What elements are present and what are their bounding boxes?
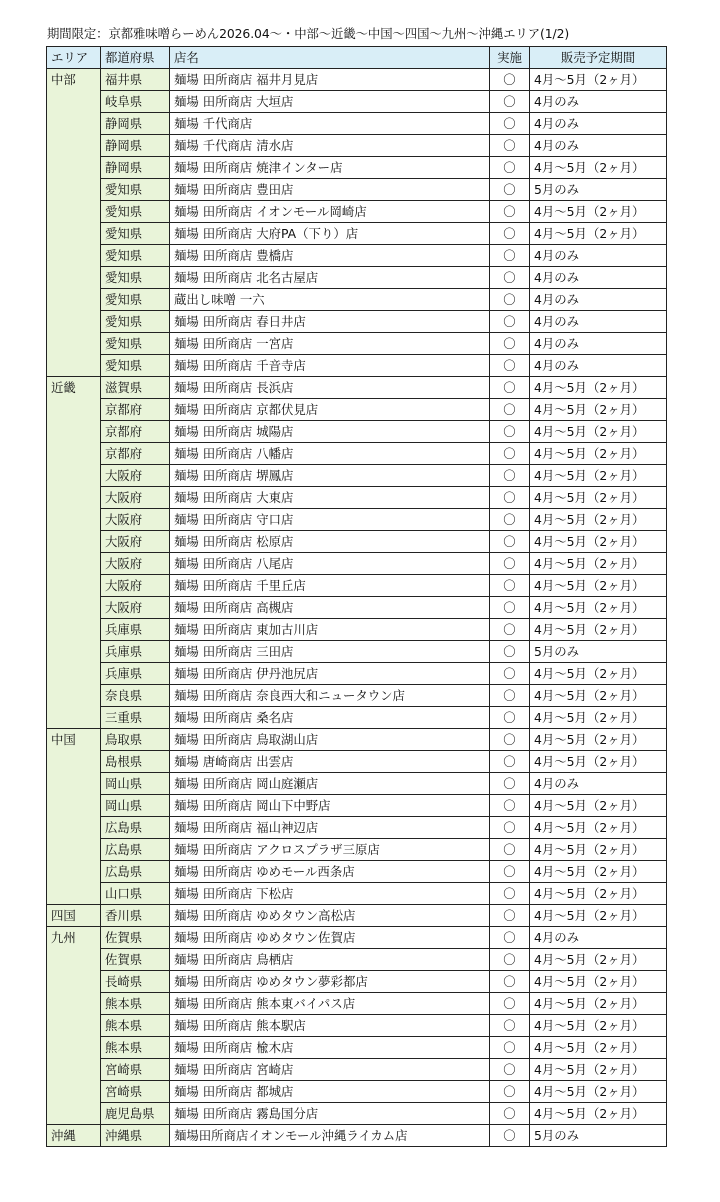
table-row (47, 619, 667, 641)
table-row (47, 1125, 667, 1147)
sales-period-cell: 4月のみ (530, 289, 667, 311)
prefecture-cell: 奈良県 (101, 685, 170, 707)
table-row (47, 1103, 667, 1125)
table-row (47, 355, 667, 377)
implemented-mark-cell: 〇 (490, 443, 530, 465)
store-name-cell: 麺場 田所商店 堺鳳店 (170, 465, 490, 487)
table-row (47, 421, 667, 443)
store-name-cell: 麺場 田所商店 豊橋店 (170, 245, 490, 267)
implemented-mark-cell: 〇 (490, 839, 530, 861)
store-name-cell: 麺場 田所商店 ゆめモール西条店 (170, 861, 490, 883)
implemented-mark-cell: 〇 (490, 1015, 530, 1037)
sales-period-cell: 4月〜5月（2ヶ月） (530, 817, 667, 839)
prefecture-cell: 滋賀県 (101, 377, 170, 399)
implemented-mark-cell: 〇 (490, 1125, 530, 1147)
sales-period-cell: 4月〜5月（2ヶ月） (530, 729, 667, 751)
prefecture-cell: 熊本県 (101, 993, 170, 1015)
implemented-mark-cell: 〇 (490, 311, 530, 333)
store-name-cell: 麺場 田所商店 宮崎店 (170, 1059, 490, 1081)
prefecture-cell: 静岡県 (101, 135, 170, 157)
table-row (47, 509, 667, 531)
sales-period-cell: 4月〜5月（2ヶ月） (530, 949, 667, 971)
sales-period-cell: 4月〜5月（2ヶ月） (530, 399, 667, 421)
store-name-cell: 麺場 田所商店 春日井店 (170, 311, 490, 333)
implemented-mark-cell: 〇 (490, 245, 530, 267)
table-row (47, 773, 667, 795)
implemented-mark-cell: 〇 (490, 971, 530, 993)
prefecture-cell: 愛知県 (101, 245, 170, 267)
table-row (47, 553, 667, 575)
prefecture-cell: 岐阜県 (101, 91, 170, 113)
sales-period-cell: 4月〜5月（2ヶ月） (530, 795, 667, 817)
sales-period-cell: 4月〜5月（2ヶ月） (530, 839, 667, 861)
prefecture-cell: 佐賀県 (101, 949, 170, 971)
table-row (47, 663, 667, 685)
table-row (47, 685, 667, 707)
sales-period-cell: 4月〜5月（2ヶ月） (530, 553, 667, 575)
table-row (47, 311, 667, 333)
sales-period-cell: 4月〜5月（2ヶ月） (530, 69, 667, 91)
store-name-cell: 麺場 田所商店 ゆめタウン夢彩都店 (170, 971, 490, 993)
prefecture-cell: 愛知県 (101, 333, 170, 355)
area-cell: 九州 (47, 927, 101, 1125)
prefecture-cell: 大阪府 (101, 597, 170, 619)
area-cell: 四国 (47, 905, 101, 927)
store-name-cell: 麺場 田所商店 鳥栖店 (170, 949, 490, 971)
store-name-cell: 麺場 田所商店 松原店 (170, 531, 490, 553)
sales-period-cell: 4月〜5月（2ヶ月） (530, 1037, 667, 1059)
table-row (47, 971, 667, 993)
sales-period-cell: 4月〜5月（2ヶ月） (530, 509, 667, 531)
prefecture-cell: 愛知県 (101, 267, 170, 289)
store-name-cell: 麺場 田所商店 大東店 (170, 487, 490, 509)
implemented-mark-cell: 〇 (490, 993, 530, 1015)
sales-period-cell: 5月のみ (530, 179, 667, 201)
implemented-mark-cell: 〇 (490, 773, 530, 795)
prefecture-cell: 岡山県 (101, 773, 170, 795)
header-period: 販売予定期間 (530, 47, 667, 69)
prefecture-cell: 兵庫県 (101, 663, 170, 685)
store-name-cell: 蔵出し味噌 一六 (170, 289, 490, 311)
sales-period-cell: 4月〜5月（2ヶ月） (530, 531, 667, 553)
table-row (47, 575, 667, 597)
store-name-cell: 麺場 田所商店 千音寺店 (170, 355, 490, 377)
table-row (47, 465, 667, 487)
sales-period-cell: 4月のみ (530, 245, 667, 267)
store-name-cell: 麺場 田所商店 東加古川店 (170, 619, 490, 641)
table-row (47, 113, 667, 135)
implemented-mark-cell: 〇 (490, 113, 530, 135)
sales-period-cell: 4月のみ (530, 135, 667, 157)
implemented-mark-cell: 〇 (490, 861, 530, 883)
sales-period-cell: 4月〜5月（2ヶ月） (530, 663, 667, 685)
sales-period-cell: 4月〜5月（2ヶ月） (530, 1015, 667, 1037)
table-row (47, 795, 667, 817)
implemented-mark-cell: 〇 (490, 685, 530, 707)
store-name-cell: 麺場 田所商店 霧島国分店 (170, 1103, 490, 1125)
sales-period-cell: 4月〜5月（2ヶ月） (530, 883, 667, 905)
table-row (47, 91, 667, 113)
implemented-mark-cell: 〇 (490, 707, 530, 729)
implemented-mark-cell: 〇 (490, 1103, 530, 1125)
sales-period-cell: 4月のみ (530, 773, 667, 795)
sales-period-cell: 4月〜5月（2ヶ月） (530, 443, 667, 465)
prefecture-cell: 山口県 (101, 883, 170, 905)
store-name-cell: 麺場 田所商店 福井月見店 (170, 69, 490, 91)
sales-period-cell: 4月〜5月（2ヶ月） (530, 861, 667, 883)
prefecture-cell: 大阪府 (101, 531, 170, 553)
header-store: 店名 (170, 47, 490, 69)
table-row (47, 993, 667, 1015)
prefecture-cell: 愛知県 (101, 179, 170, 201)
implemented-mark-cell: 〇 (490, 509, 530, 531)
implemented-mark-cell: 〇 (490, 421, 530, 443)
area-cell: 近畿 (47, 377, 101, 729)
sales-period-cell: 5月のみ (530, 1125, 667, 1147)
sales-period-cell: 4月〜5月（2ヶ月） (530, 465, 667, 487)
prefecture-cell: 大阪府 (101, 553, 170, 575)
store-name-cell: 麺場 田所商店 焼津インター店 (170, 157, 490, 179)
store-name-cell: 麺場 田所商店 豊田店 (170, 179, 490, 201)
sales-period-cell: 4月〜5月（2ヶ月） (530, 597, 667, 619)
implemented-mark-cell: 〇 (490, 553, 530, 575)
prefecture-cell: 宮崎県 (101, 1081, 170, 1103)
table-row (47, 641, 667, 663)
sales-period-cell: 4月〜5月（2ヶ月） (530, 487, 667, 509)
table-row (47, 333, 667, 355)
header-area: エリア (47, 47, 101, 69)
table-row (47, 927, 667, 949)
table-row (47, 289, 667, 311)
prefecture-cell: 熊本県 (101, 1037, 170, 1059)
table-row (47, 861, 667, 883)
implemented-mark-cell: 〇 (490, 729, 530, 751)
table-row (47, 1081, 667, 1103)
sales-period-cell: 4月〜5月（2ヶ月） (530, 751, 667, 773)
store-name-cell: 麺場 田所商店 アクロスプラザ三原店 (170, 839, 490, 861)
store-name-cell: 麺場 田所商店 奈良西大和ニュータウン店 (170, 685, 490, 707)
prefecture-cell: 京都府 (101, 421, 170, 443)
prefecture-cell: 愛知県 (101, 223, 170, 245)
store-name-cell: 麺場 田所商店 楡木店 (170, 1037, 490, 1059)
table-row (47, 751, 667, 773)
sales-period-cell: 4月のみ (530, 267, 667, 289)
implemented-mark-cell: 〇 (490, 267, 530, 289)
sales-period-cell: 4月のみ (530, 91, 667, 113)
prefecture-cell: 兵庫県 (101, 641, 170, 663)
store-name-cell: 麺場 田所商店 高槻店 (170, 597, 490, 619)
sales-period-cell: 4月のみ (530, 113, 667, 135)
prefecture-cell: 広島県 (101, 839, 170, 861)
store-name-cell: 麺場 田所商店 守口店 (170, 509, 490, 531)
table-row (47, 443, 667, 465)
table-row (47, 377, 667, 399)
implemented-mark-cell: 〇 (490, 465, 530, 487)
prefecture-cell: 静岡県 (101, 157, 170, 179)
header-implemented: 実施 (490, 47, 530, 69)
store-table (46, 46, 667, 1147)
store-name-cell: 麺場 千代商店 (170, 113, 490, 135)
table-row (47, 223, 667, 245)
prefecture-cell: 大阪府 (101, 487, 170, 509)
store-name-cell: 麺場 田所商店 北名古屋店 (170, 267, 490, 289)
store-name-cell: 麺場 田所商店 大垣店 (170, 91, 490, 113)
area-cell: 沖縄 (47, 1125, 101, 1147)
implemented-mark-cell: 〇 (490, 927, 530, 949)
prefecture-cell: 沖縄県 (101, 1125, 170, 1147)
sales-period-cell: 4月〜5月（2ヶ月） (530, 1059, 667, 1081)
implemented-mark-cell: 〇 (490, 817, 530, 839)
store-name-cell: 麺場 千代商店 清水店 (170, 135, 490, 157)
implemented-mark-cell: 〇 (490, 289, 530, 311)
prefecture-cell: 愛知県 (101, 289, 170, 311)
prefecture-cell: 広島県 (101, 861, 170, 883)
prefecture-cell: 愛知県 (101, 355, 170, 377)
table-row (47, 487, 667, 509)
area-cell: 中部 (47, 69, 101, 377)
table-row (47, 267, 667, 289)
implemented-mark-cell: 〇 (490, 1059, 530, 1081)
store-name-cell: 麺場 田所商店 熊本東バイパス店 (170, 993, 490, 1015)
store-name-cell: 麺場 田所商店 岡山庭瀬店 (170, 773, 490, 795)
table-row (47, 135, 667, 157)
prefecture-cell: 熊本県 (101, 1015, 170, 1037)
store-name-cell: 麺場 唐崎商店 出雲店 (170, 751, 490, 773)
prefecture-cell: 愛知県 (101, 311, 170, 333)
store-name-cell: 麺場 田所商店 城陽店 (170, 421, 490, 443)
sales-period-cell: 4月〜5月（2ヶ月） (530, 685, 667, 707)
store-name-cell: 麺場 田所商店 千里丘店 (170, 575, 490, 597)
implemented-mark-cell: 〇 (490, 531, 530, 553)
implemented-mark-cell: 〇 (490, 135, 530, 157)
table-row (47, 707, 667, 729)
implemented-mark-cell: 〇 (490, 201, 530, 223)
store-name-cell: 麺場田所商店イオンモール沖縄ライカム店 (170, 1125, 490, 1147)
sales-period-cell: 4月〜5月（2ヶ月） (530, 575, 667, 597)
prefecture-cell: 佐賀県 (101, 927, 170, 949)
implemented-mark-cell: 〇 (490, 157, 530, 179)
store-name-cell: 麺場 田所商店 京都伏見店 (170, 399, 490, 421)
implemented-mark-cell: 〇 (490, 399, 530, 421)
prefecture-cell: 大阪府 (101, 465, 170, 487)
area-cell: 中国 (47, 729, 101, 905)
implemented-mark-cell: 〇 (490, 905, 530, 927)
store-name-cell: 麺場 田所商店 長浜店 (170, 377, 490, 399)
implemented-mark-cell: 〇 (490, 355, 530, 377)
store-name-cell: 麺場 田所商店 大府PA（下り）店 (170, 223, 490, 245)
implemented-mark-cell: 〇 (490, 487, 530, 509)
prefecture-cell: 京都府 (101, 443, 170, 465)
sales-period-cell: 4月のみ (530, 927, 667, 949)
implemented-mark-cell: 〇 (490, 949, 530, 971)
prefecture-cell: 香川県 (101, 905, 170, 927)
table-row (47, 1015, 667, 1037)
implemented-mark-cell: 〇 (490, 795, 530, 817)
implemented-mark-cell: 〇 (490, 751, 530, 773)
prefecture-cell: 大阪府 (101, 509, 170, 531)
sales-period-cell: 4月〜5月（2ヶ月） (530, 707, 667, 729)
prefecture-cell: 宮崎県 (101, 1059, 170, 1081)
implemented-mark-cell: 〇 (490, 69, 530, 91)
table-row (47, 597, 667, 619)
table-row (47, 201, 667, 223)
store-name-cell: 麺場 田所商店 伊丹池尻店 (170, 663, 490, 685)
table-row (47, 839, 667, 861)
sales-period-cell: 4月〜5月（2ヶ月） (530, 223, 667, 245)
implemented-mark-cell: 〇 (490, 223, 530, 245)
implemented-mark-cell: 〇 (490, 377, 530, 399)
implemented-mark-cell: 〇 (490, 663, 530, 685)
implemented-mark-cell: 〇 (490, 1081, 530, 1103)
header-prefecture: 都道府県 (101, 47, 170, 69)
implemented-mark-cell: 〇 (490, 91, 530, 113)
table-body (47, 69, 667, 1147)
sales-period-cell: 4月〜5月（2ヶ月） (530, 421, 667, 443)
implemented-mark-cell: 〇 (490, 575, 530, 597)
store-name-cell: 麺場 田所商店 八幡店 (170, 443, 490, 465)
table-row (47, 905, 667, 927)
prefecture-cell: 愛知県 (101, 201, 170, 223)
header-row (47, 47, 667, 69)
implemented-mark-cell: 〇 (490, 619, 530, 641)
prefecture-cell: 鹿児島県 (101, 1103, 170, 1125)
prefecture-cell: 鳥取県 (101, 729, 170, 751)
prefecture-cell: 広島県 (101, 817, 170, 839)
sales-period-cell: 4月〜5月（2ヶ月） (530, 377, 667, 399)
prefecture-cell: 長崎県 (101, 971, 170, 993)
store-name-cell: 麺場 田所商店 鳥取湖山店 (170, 729, 490, 751)
table-row (47, 531, 667, 553)
implemented-mark-cell: 〇 (490, 1037, 530, 1059)
store-name-cell: 麺場 田所商店 ゆめタウン高松店 (170, 905, 490, 927)
prefecture-cell: 兵庫県 (101, 619, 170, 641)
table-row (47, 69, 667, 91)
table-row (47, 157, 667, 179)
store-name-cell: 麺場 田所商店 八尾店 (170, 553, 490, 575)
sales-period-cell: 4月〜5月（2ヶ月） (530, 157, 667, 179)
sales-period-cell: 4月〜5月（2ヶ月） (530, 993, 667, 1015)
sales-period-cell: 4月のみ (530, 333, 667, 355)
table-row (47, 1059, 667, 1081)
sales-period-cell: 4月〜5月（2ヶ月） (530, 201, 667, 223)
implemented-mark-cell: 〇 (490, 641, 530, 663)
sales-period-cell: 5月のみ (530, 641, 667, 663)
prefecture-cell: 静岡県 (101, 113, 170, 135)
store-name-cell: 麺場 田所商店 岡山下中野店 (170, 795, 490, 817)
store-name-cell: 麺場 田所商店 一宮店 (170, 333, 490, 355)
sales-period-cell: 4月〜5月（2ヶ月） (530, 905, 667, 927)
page-title: 期間限定：京都雅味噌らーめん2026.04〜・中部〜近畿〜中国〜四国〜九州〜沖縄エリア(1/2) (47, 26, 570, 41)
store-name-cell: 麺場 田所商店 都城店 (170, 1081, 490, 1103)
prefecture-cell: 福井県 (101, 69, 170, 91)
store-name-cell: 麺場 田所商店 下松店 (170, 883, 490, 905)
store-name-cell: 麺場 田所商店 福山神辺店 (170, 817, 490, 839)
prefecture-cell: 島根県 (101, 751, 170, 773)
table-row (47, 1037, 667, 1059)
table-row (47, 949, 667, 971)
sales-period-cell: 4月〜5月（2ヶ月） (530, 1103, 667, 1125)
sales-period-cell: 4月〜5月（2ヶ月） (530, 971, 667, 993)
prefecture-cell: 岡山県 (101, 795, 170, 817)
implemented-mark-cell: 〇 (490, 179, 530, 201)
implemented-mark-cell: 〇 (490, 883, 530, 905)
sales-period-cell: 4月〜5月（2ヶ月） (530, 1081, 667, 1103)
table-row (47, 883, 667, 905)
table-row (47, 245, 667, 267)
sales-period-cell: 4月のみ (530, 355, 667, 377)
table-row (47, 399, 667, 421)
store-name-cell: 麺場 田所商店 イオンモール岡崎店 (170, 201, 490, 223)
sales-period-cell: 4月のみ (530, 311, 667, 333)
table-row (47, 817, 667, 839)
sales-period-cell: 4月〜5月（2ヶ月） (530, 619, 667, 641)
store-name-cell: 麺場 田所商店 桑名店 (170, 707, 490, 729)
prefecture-cell: 京都府 (101, 399, 170, 421)
table-row (47, 729, 667, 751)
store-name-cell: 麺場 田所商店 三田店 (170, 641, 490, 663)
store-name-cell: 麺場 田所商店 熊本駅店 (170, 1015, 490, 1037)
table-row (47, 179, 667, 201)
prefecture-cell: 大阪府 (101, 575, 170, 597)
store-name-cell: 麺場 田所商店 ゆめタウン佐賀店 (170, 927, 490, 949)
prefecture-cell: 三重県 (101, 707, 170, 729)
implemented-mark-cell: 〇 (490, 597, 530, 619)
implemented-mark-cell: 〇 (490, 333, 530, 355)
